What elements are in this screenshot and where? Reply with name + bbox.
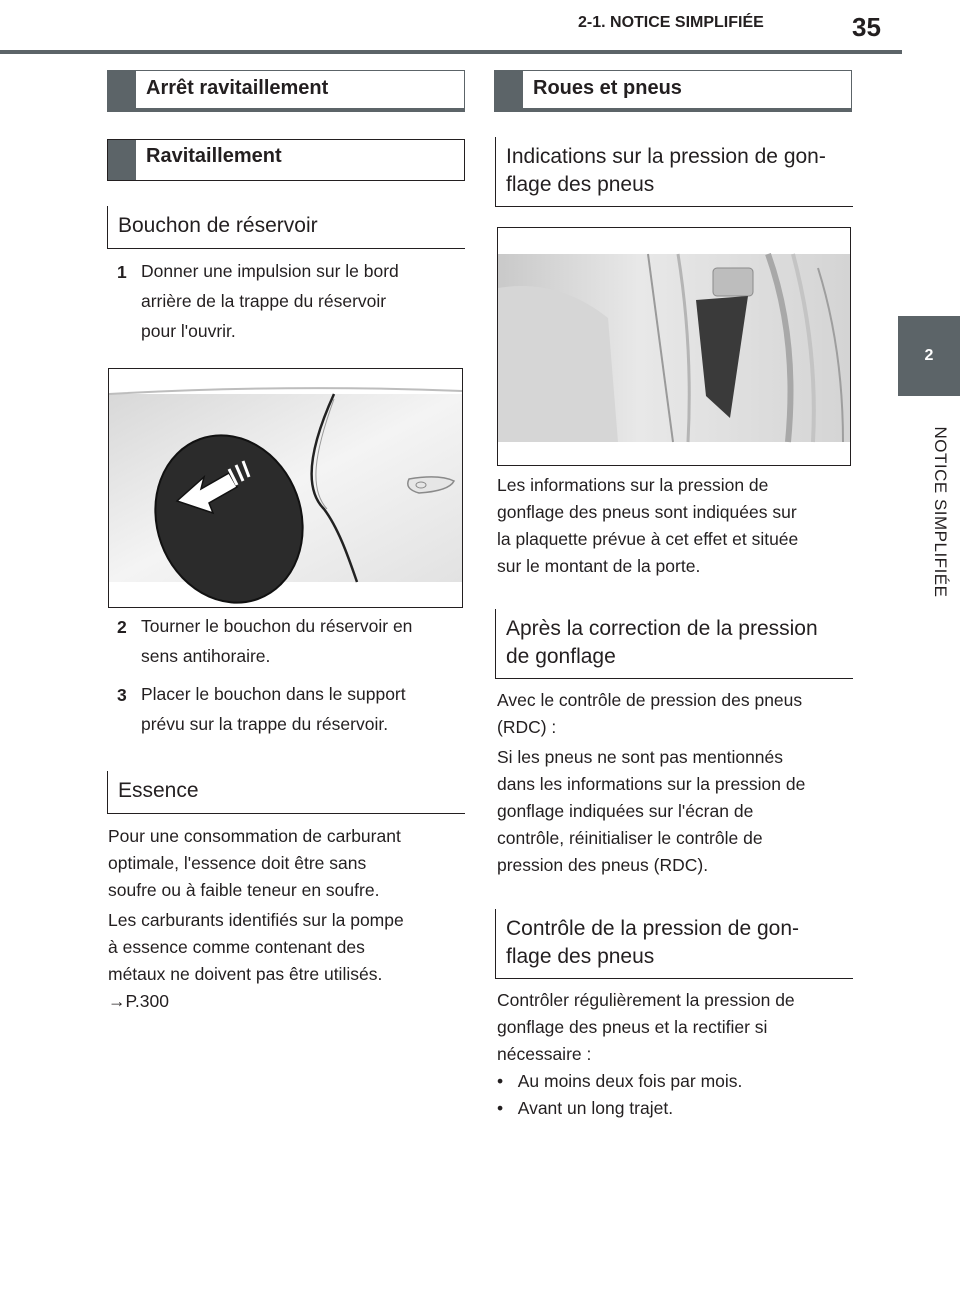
step-number: 2 xyxy=(117,617,127,637)
page-reference-link[interactable]: →P.300 xyxy=(108,991,169,1011)
subheading-line: flage des pneus xyxy=(506,945,655,968)
step-line: Donner une impulsion sur le bord xyxy=(141,261,399,281)
bullet-icon: • xyxy=(497,1098,518,1118)
step-text xyxy=(141,681,406,738)
para-line: la plaquette prévue à cet effet et située xyxy=(497,529,799,549)
para-line: Si les pneus ne sont pas mentionnés xyxy=(497,747,784,767)
step-line: Tourner le bouchon du réservoir en xyxy=(141,616,413,636)
para-line: Avec le contrôle de pression des pneus xyxy=(497,690,803,710)
petrol-paragraph-1 xyxy=(108,823,401,904)
para-line: gonflage des pneus et la rectifier si xyxy=(497,1017,768,1037)
heading-text: Arrêt ravitaillement xyxy=(146,77,329,99)
para-line: Les carburants identifiés sur la pompe xyxy=(108,910,404,930)
step-line: sens antihoraire. xyxy=(141,646,271,666)
step-text xyxy=(141,258,399,345)
step-line: Placer le bouchon dans le support xyxy=(141,684,406,704)
step-number: 3 xyxy=(117,685,127,705)
chapter-label xyxy=(930,412,950,612)
reset-paragraph xyxy=(497,744,805,879)
list-item xyxy=(497,1095,742,1122)
step-line: prévu sur la trappe du réservoir. xyxy=(141,714,389,734)
list-item-text: Avant un long trajet. xyxy=(517,1098,674,1118)
list-item-text: Au moins deux fois par mois. xyxy=(517,1071,743,1091)
heading-bar xyxy=(108,71,136,108)
header-rule xyxy=(0,50,902,54)
para-line: gonflage des pneus sont indiquées sur xyxy=(497,502,797,522)
door-pillar-illustration xyxy=(497,227,851,466)
fuel-flap-illustration xyxy=(108,368,463,608)
section-title: 2-1. NOTICE SIMPLIFIÉE xyxy=(578,14,764,31)
para-line: dans les informations sur la pression de xyxy=(497,774,806,794)
subheading-line: Après la correction de la pression xyxy=(506,617,818,640)
subheading-text: Essence xyxy=(118,779,199,802)
para-line: à essence comme contenant des xyxy=(108,937,365,957)
para-line: nécessaire : xyxy=(497,1044,592,1064)
heading-bar xyxy=(108,140,136,180)
heading-refuel xyxy=(107,139,465,181)
tyre-info-paragraph xyxy=(497,472,798,580)
para-line: sur le montant de la porte. xyxy=(497,556,701,576)
subheading-petrol xyxy=(107,771,465,814)
bullet-list xyxy=(497,1068,742,1122)
subheading-text xyxy=(506,143,826,199)
door-pillar-drawing xyxy=(498,228,850,465)
subheading-line: de gonflage xyxy=(506,645,616,668)
para-line: contrôle, réinitialiser le contrôle de xyxy=(497,828,763,848)
chapter-label-text: NOTICE SIMPLIFIÉE xyxy=(931,426,950,598)
para-line: gonflage indiquées sur l'écran de xyxy=(497,801,754,821)
page-number: 35 xyxy=(852,12,881,42)
para-line: métaux ne doivent pas être utilisés. xyxy=(108,964,383,984)
check-paragraph xyxy=(497,987,795,1068)
subheading-fuel-cap xyxy=(107,206,465,249)
heading-wheels-tyres xyxy=(494,70,852,112)
subheading-pressure-check xyxy=(495,909,853,979)
para-line: pression des pneus (RDC). xyxy=(497,855,709,875)
subheading-line: Contrôle de la pression de gon- xyxy=(506,917,800,940)
subheading-text xyxy=(506,915,799,971)
rdc-paragraph xyxy=(497,687,802,741)
para-line: optimale, l'essence doit être sans xyxy=(108,853,367,873)
para-line: soufre ou à faible teneur en soufre. xyxy=(108,880,380,900)
chapter-tab[interactable]: 2 xyxy=(898,316,960,396)
step-text xyxy=(141,613,412,670)
step-line: arrière de la trappe du réservoir xyxy=(141,291,387,311)
heading-bar xyxy=(495,71,523,108)
bullet-icon: • xyxy=(497,1071,518,1091)
para-line: Les informations sur la pression de xyxy=(497,475,769,495)
subheading-line: flage des pneus xyxy=(506,173,655,196)
heading-text: Ravitaillement xyxy=(146,145,282,167)
heading-text: Roues et pneus xyxy=(533,77,682,99)
para-line: (RDC) : xyxy=(497,717,557,737)
subheading-text xyxy=(506,615,818,671)
para-line: Pour une consommation de carburant xyxy=(108,826,401,846)
subheading-after-correction xyxy=(495,609,853,679)
subheading-text: Bouchon de réservoir xyxy=(118,214,318,237)
fuel-flap-drawing xyxy=(109,369,462,607)
para-line: Contrôler régulièrement la pression de xyxy=(497,990,795,1010)
heading-refuel-stop xyxy=(107,70,465,112)
step-line: pour l'ouvrir. xyxy=(141,321,236,341)
list-item xyxy=(497,1068,742,1095)
step-number: 1 xyxy=(117,262,127,282)
petrol-paragraph-2 xyxy=(108,907,404,1015)
subheading-tyre-pressure-info xyxy=(495,137,853,207)
subheading-line: Indications sur la pression de gon- xyxy=(506,145,826,168)
